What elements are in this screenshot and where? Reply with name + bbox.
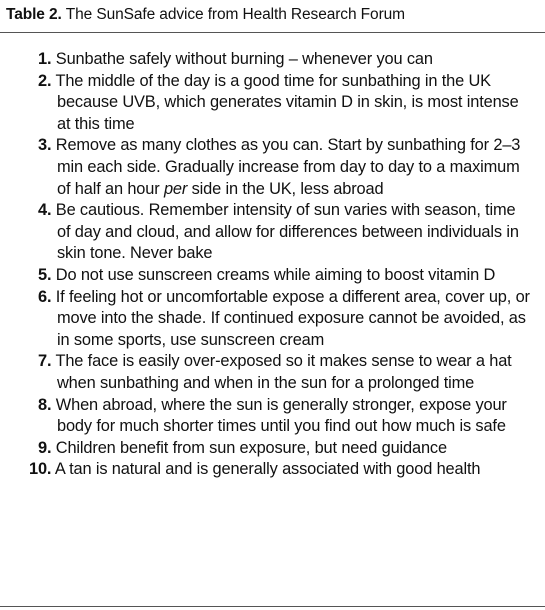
item-number: 10. [29, 460, 52, 479]
item-text-after: side in the UK, less abroad [187, 179, 384, 198]
list-item [0, 351, 545, 394]
bottom-rule [0, 606, 545, 607]
list-item [0, 265, 545, 287]
list-item [0, 395, 545, 438]
table-caption [6, 5, 405, 25]
top-rule [0, 32, 545, 33]
list-item [0, 71, 545, 136]
table-label: Table 2. [6, 6, 62, 23]
list-item [0, 49, 545, 71]
item-text: Children benefit from sun exposure, but need guidance [55, 438, 447, 457]
item-text-emphasis: per [163, 179, 188, 198]
item-number: 2. [38, 71, 52, 90]
list-item [0, 459, 545, 481]
item-text: If feeling hot or uncomfortable expose a different area, cover up, or move into the shade. If continued exposure cannot be avoided, as in some sports, use sunscreen cream [55, 287, 530, 349]
list-item [0, 135, 545, 200]
item-number: 4. [38, 201, 52, 220]
table-title: The SunSafe advice from Health Research Forum [65, 6, 405, 23]
item-text: Be cautious. Remember intensity of sun varies with season, time of day and cloud, and allow for differences between individuals in skin tone. Never bake [55, 201, 519, 263]
item-number: 7. [38, 352, 52, 371]
item-text: The middle of the day is a good time for sunbathing in the UK because UVB, which generates vitamin D in skin, is most intense at this time [55, 71, 519, 133]
item-text: Sunbathe safely without burning – whenever you can [55, 50, 433, 68]
list-item [0, 287, 545, 352]
item-number: 8. [38, 395, 52, 414]
item-text-before: Remove as many clothes as you can. Start by sunbathing for 2–3 min each side. Gradually increase from day to day to a maximum of half an hour [55, 136, 521, 198]
advice-list [0, 49, 545, 481]
list-item [0, 438, 545, 460]
item-text: The face is easily over-exposed so it makes sense to wear a hat when sunbathing and when in the sun for a prolonged time [55, 352, 512, 392]
item-text: A tan is natural and is generally associated with good health [54, 460, 481, 479]
item-text: When abroad, where the sun is generally stronger, expose your body for much shorter times until you find out how much is safe [55, 395, 507, 436]
item-number: 5. [38, 265, 52, 284]
list-item [0, 200, 545, 265]
item-number: 1. [38, 50, 52, 68]
item-number: 9. [38, 438, 52, 457]
item-text: Do not use sunscreen creams while aiming to boost vitamin D [55, 265, 496, 284]
item-number: 6. [38, 287, 52, 306]
item-number: 3. [38, 136, 52, 155]
